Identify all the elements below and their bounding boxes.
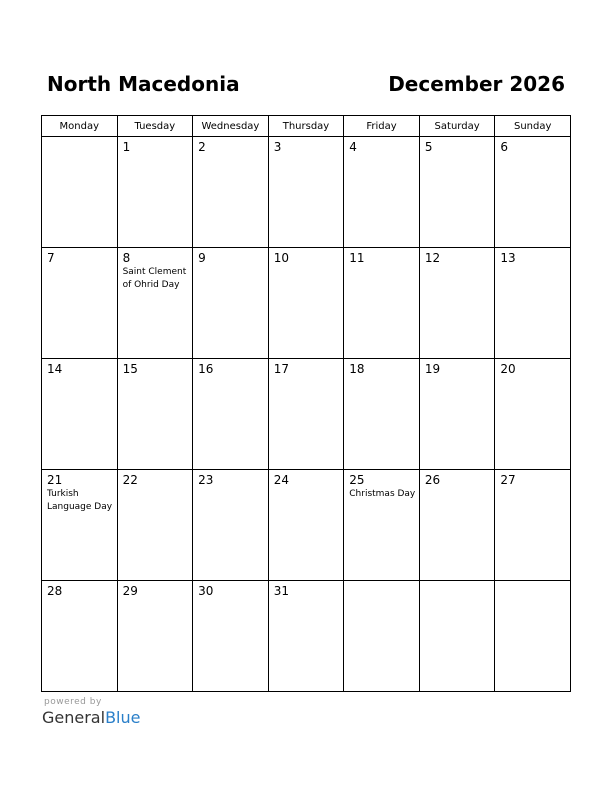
- day-cell: [344, 470, 420, 581]
- day-cell: [419, 137, 495, 248]
- day-number: 12: [424, 251, 441, 265]
- day-cell: [495, 359, 571, 470]
- day-cell: [268, 581, 344, 692]
- day-number: 17: [273, 362, 289, 376]
- weekday-wednesday: Wednesday: [193, 116, 269, 137]
- day-cell: [495, 248, 571, 359]
- week-row: [42, 470, 571, 581]
- day-cell: [419, 581, 495, 692]
- country-title: North Macedonia: [47, 72, 240, 96]
- day-number: 19: [424, 362, 441, 376]
- week-row: [42, 359, 571, 470]
- day-cell: [42, 470, 118, 581]
- holiday-label: Turkish Language Day: [47, 489, 113, 512]
- day-cell: [193, 137, 269, 248]
- day-cell: [495, 470, 571, 581]
- day-cell: [193, 470, 269, 581]
- day-number: [495, 581, 570, 584]
- day-number: 11: [349, 251, 365, 265]
- day-number: 27: [500, 473, 516, 487]
- weekday-thursday: Thursday: [268, 116, 344, 137]
- day-cell: [42, 359, 118, 470]
- day-number: 29: [122, 584, 138, 598]
- day-cell: [268, 137, 344, 248]
- day-cell: [42, 581, 118, 692]
- day-number: 18: [349, 362, 365, 376]
- day-number: 14: [47, 362, 63, 376]
- weekday-sunday: Sunday: [495, 116, 571, 137]
- day-number: 20: [500, 362, 516, 376]
- day-number: 8: [122, 251, 131, 265]
- day-number: 3: [273, 140, 282, 154]
- powered-by-label: powered by: [44, 697, 102, 707]
- day-cell: [344, 581, 420, 692]
- day-cell: [42, 137, 118, 248]
- day-number: 24: [273, 473, 289, 487]
- day-cell: [42, 248, 118, 359]
- day-cell: [268, 359, 344, 470]
- brand-part-general: General: [42, 708, 106, 727]
- day-number: [420, 581, 495, 584]
- weekday-saturday: Saturday: [419, 116, 495, 137]
- day-number: 13: [500, 251, 516, 265]
- day-number: 10: [273, 251, 289, 265]
- week-row: [42, 137, 571, 248]
- brand-logo: [42, 708, 140, 727]
- day-cell: [495, 137, 571, 248]
- day-cell: [344, 359, 420, 470]
- day-cell: [117, 137, 193, 248]
- weekday-tuesday: Tuesday: [117, 116, 193, 137]
- day-cell: [419, 248, 495, 359]
- month-title: December 2026: [388, 72, 565, 96]
- day-cell: [117, 248, 193, 359]
- brand-part-blue: Blue: [105, 708, 141, 727]
- weekday-friday: Friday: [344, 116, 420, 137]
- day-number: 2: [198, 140, 206, 154]
- day-cell: [268, 470, 344, 581]
- day-cell: [193, 581, 269, 692]
- day-number: 1: [122, 140, 131, 154]
- day-number: 5: [424, 140, 433, 154]
- day-number: 30: [198, 584, 214, 598]
- day-number: 16: [198, 362, 214, 376]
- week-row: [42, 581, 571, 692]
- day-number: 9: [198, 251, 206, 265]
- day-cell: [419, 470, 495, 581]
- day-cell: [193, 248, 269, 359]
- holiday-label: Christmas Day: [349, 489, 416, 499]
- day-cell: [117, 359, 193, 470]
- day-number: 7: [47, 251, 55, 265]
- day-number: 4: [349, 140, 357, 154]
- day-number: 6: [500, 140, 509, 154]
- day-cell: [344, 137, 420, 248]
- day-number: 23: [198, 473, 214, 487]
- calendar-grid: [41, 115, 571, 692]
- day-number: 15: [122, 362, 138, 376]
- day-number: 21: [47, 473, 63, 487]
- weekday-header-row: [42, 116, 571, 137]
- day-cell: [268, 248, 344, 359]
- day-number: 31: [273, 584, 289, 598]
- week-row: [42, 248, 571, 359]
- day-cell: [495, 581, 571, 692]
- holiday-label: Saint Clement of Ohrid Day: [122, 267, 187, 290]
- day-cell: [419, 359, 495, 470]
- day-number: 25: [349, 473, 365, 487]
- day-number: 28: [47, 584, 63, 598]
- day-number: [344, 581, 419, 584]
- day-cell: [117, 470, 193, 581]
- day-cell: [193, 359, 269, 470]
- day-number: 26: [424, 473, 441, 487]
- day-number: [42, 137, 117, 140]
- weekday-monday: Monday: [42, 116, 118, 137]
- day-cell: [344, 248, 420, 359]
- day-cell: [117, 581, 193, 692]
- day-number: 22: [122, 473, 138, 487]
